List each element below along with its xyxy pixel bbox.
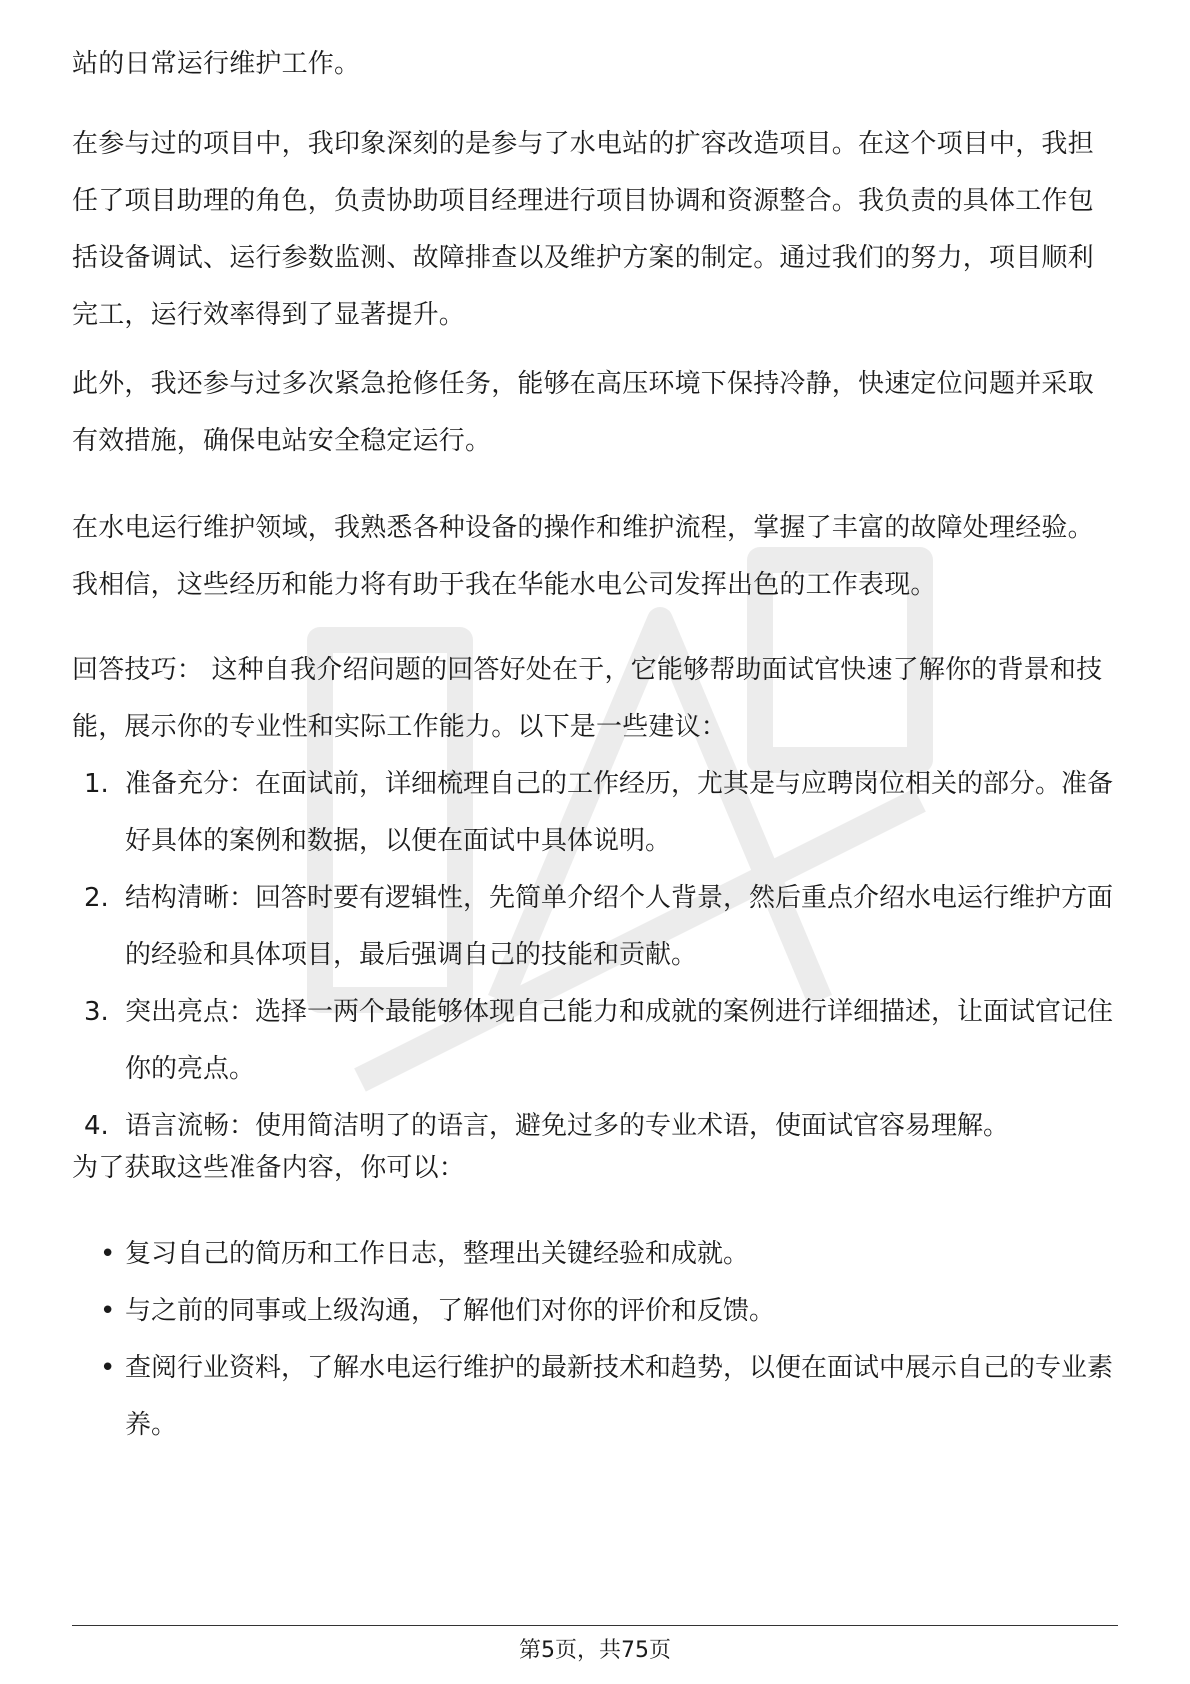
list-item-text: 查阅行业资料，了解水电运行维护的最新技术和趋势，以便在面试中展示自己的专业素养。 bbox=[125, 1353, 1114, 1440]
list-item-text: 结构清晰：回答时要有逻辑性，先简单介绍个人背景，然后重点介绍水电运行维护方面的经验和具体项目，最后强调自己的技能和贡献。 bbox=[125, 883, 1114, 970]
page-number: 第5页，共75页 bbox=[519, 1638, 671, 1663]
list-marker: 3. bbox=[84, 997, 109, 1027]
list-item-text: 准备充分：在面试前，详细梳理自己的工作经历，尤其是与应聘岗位相关的部分。准备好具体的案例和数据，以便在面试中具体说明。 bbox=[125, 769, 1114, 856]
list-item-text: 复习自己的简历和工作日志，整理出关键经验和成就。 bbox=[125, 1239, 750, 1269]
paragraph-answer-tips: 回答技巧： 这种自我介绍问题的回答好处在于，它能够帮助面试官快速了解你的背景和技能，展示你的专业性和实际工作能力。以下是一些建议： bbox=[72, 655, 1103, 742]
paragraph-domain-expertise: 在水电运行维护领域，我熟悉各种设备的操作和维护流程，掌握了丰富的故障处理经验。我相信，这些经历和能力将有助于我在华能水电公司发挥出色的工作表现。 bbox=[72, 513, 1094, 600]
preparation-bullet-list bbox=[72, 1226, 1118, 1454]
tips-numbered-list bbox=[72, 756, 1118, 1155]
list-item-text: 语言流畅：使用简洁明了的语言，避免过多的专业术语，使面试官容易理解。 bbox=[125, 1111, 1010, 1141]
list-item bbox=[72, 756, 1118, 870]
bullet-marker: • bbox=[100, 1239, 116, 1269]
list-item bbox=[72, 984, 1118, 1098]
list-item-text: 与之前的同事或上级沟通，了解他们对你的评价和反馈。 bbox=[125, 1296, 776, 1326]
list-item bbox=[72, 1226, 1118, 1283]
list-item bbox=[72, 1283, 1118, 1340]
paragraph-preparation-intro: 为了获取这些准备内容，你可以： bbox=[72, 1153, 466, 1183]
list-item bbox=[72, 870, 1118, 984]
list-marker: 4. bbox=[84, 1111, 109, 1141]
paragraph-emergency-repair: 此外，我还参与过多次紧急抢修任务，能够在高压环境下保持冷静，快速定位问题并采取有效措施，确保电站安全稳定运行。 bbox=[72, 369, 1094, 456]
paragraph-intro-tail: 站的日常运行维护工作。 bbox=[72, 49, 361, 79]
footer-divider bbox=[72, 1625, 1118, 1626]
list-marker: 1. bbox=[84, 769, 109, 799]
paragraph-project-experience: 在参与过的项目中，我印象深刻的是参与了水电站的扩容改造项目。在这个项目中，我担任了项目助理的角色，负责协助项目经理进行项目协调和资源整合。我负责的具体工作包括设备调试、运行参数监测、故障排查以及维护方案的制定。通过我们的努力，项目顺利完工，运行效率得到了显著提升。 bbox=[72, 129, 1094, 330]
list-marker: 2. bbox=[84, 883, 109, 913]
bullet-marker: • bbox=[100, 1296, 116, 1326]
list-item bbox=[72, 1340, 1118, 1454]
bullet-marker: • bbox=[100, 1353, 116, 1383]
list-item-text: 突出亮点：选择一两个最能够体现自己能力和成就的案例进行详细描述，让面试官记住你的亮点。 bbox=[125, 997, 1114, 1084]
document-page bbox=[72, 0, 1118, 1684]
